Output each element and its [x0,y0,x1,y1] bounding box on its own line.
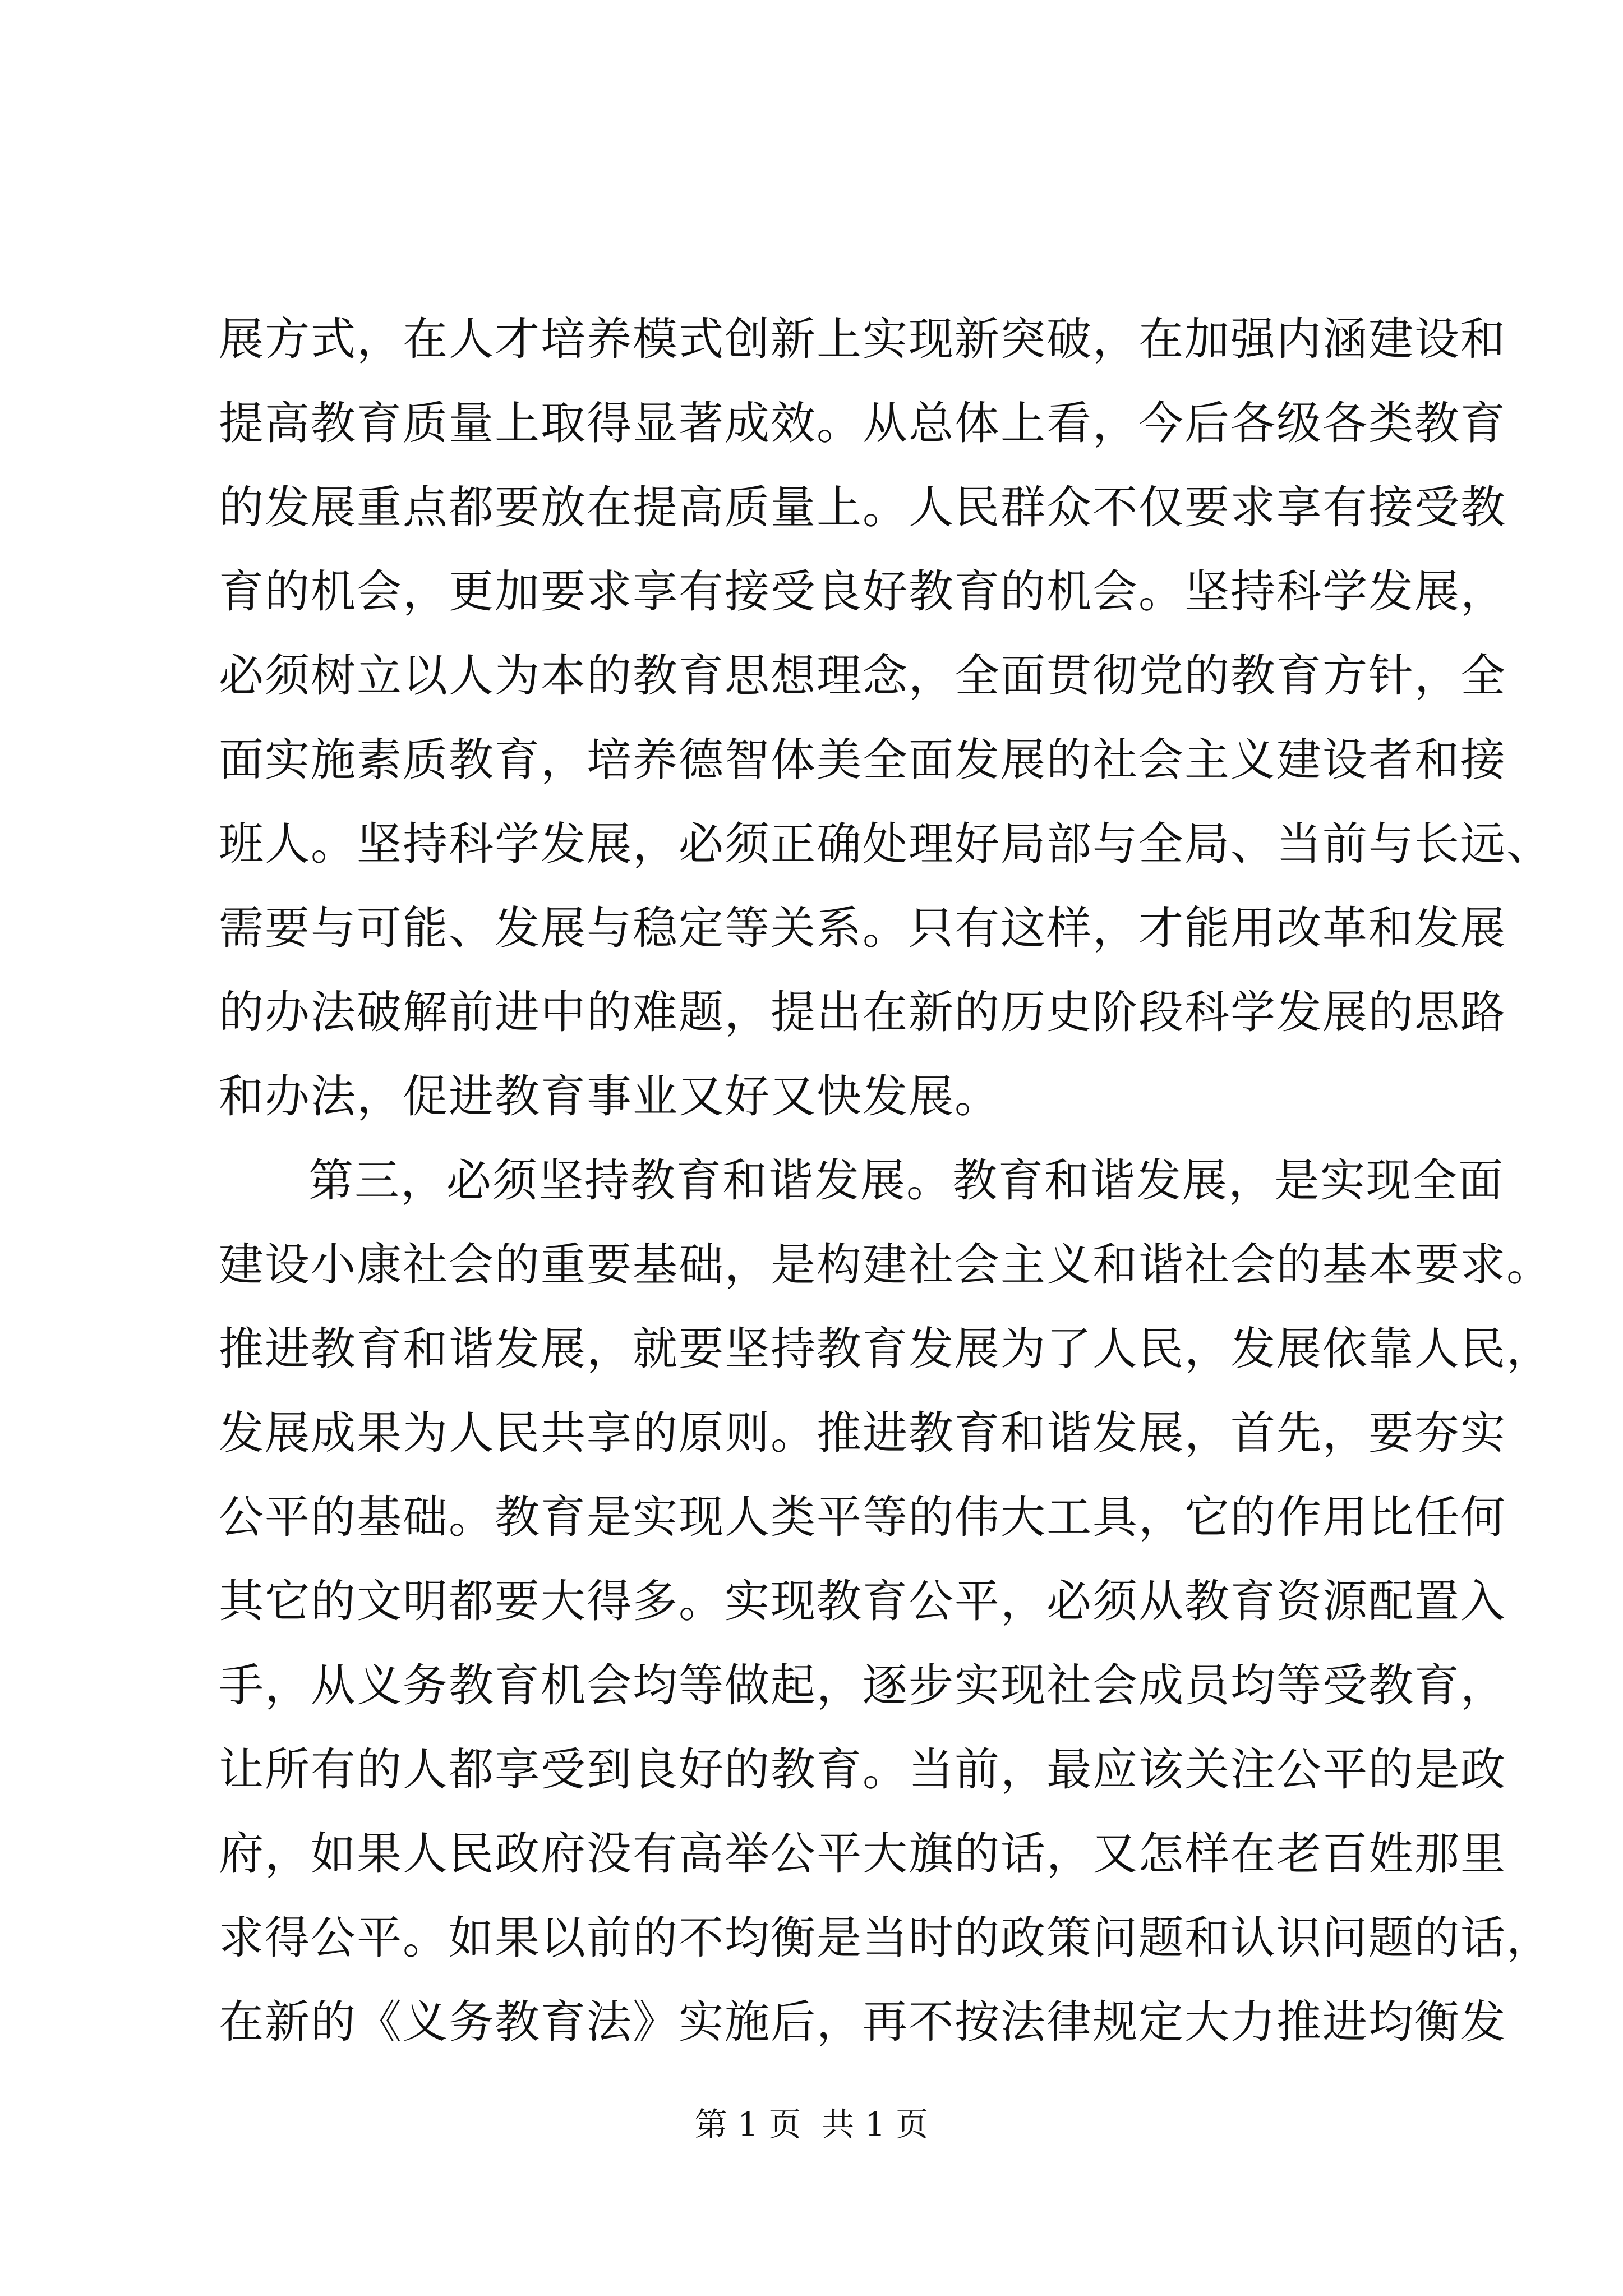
text-line: 提高教育质量上取得显著成效。从总体上看，今后各级各类教育 [219,397,1506,449]
text-line: 其它的文明都要大得多。实现教育公平，必须从教育资源配置入 [219,1575,1506,1627]
text-line: 的发展重点都要放在提高质量上。人民群众不仅要求享有接受教 [219,481,1506,533]
text-line: 发展成果为人民共享的原则。推进教育和谐发展，首先，要夯实 [219,1407,1506,1459]
text-line: 需要与可能、发展与稳定等关系。只有这样，才能用改革和发展 [219,902,1506,954]
page-number-footer: 第 1 页 共 1 页 [694,2105,929,2143]
text-line: 公平的基础。教育是实现人类平等的伟大工具，它的作用比任何 [219,1491,1506,1543]
text-line: 和办法，促进教育事业又好又快发展。 [219,1070,1000,1122]
text-line: 在新的《义务教育法》实施后，再不按法律规定大力推进均衡发 [219,1996,1506,2048]
text-line: 建设小康社会的重要基础，是构建社会主义和谐社会的基本要求。 [219,1239,1552,1291]
text-line: 求得公平。如果以前的不均衡是当时的政策问题和认识问题的话， [219,1912,1552,1964]
text-line: 让所有的人都享受到良好的教育。当前，最应该关注公平的是政 [219,1743,1506,1796]
text-line: 府，如果人民政府没有高举公平大旗的话，又怎样在老百姓那里 [219,1828,1506,1880]
text-line: 班人。坚持科学发展，必须正确处理好局部与全局、当前与长远、 [219,818,1552,870]
body-text [219,297,1552,2064]
text-line: 推进教育和谐发展，就要坚持教育发展为了人民，发展依靠人民， [219,1323,1552,1375]
text-line: 育的机会，更加要求享有接受良好教育的机会。坚持科学发展， [219,565,1506,618]
text-line: 手，从义务教育机会均等做起，逐步实现社会成员均等受教育， [219,1659,1506,1711]
text-line: 的办法破解前进中的难题，提出在新的历史阶段科学发展的思路 [219,986,1506,1038]
text-line: 必须树立以人为本的教育思想理念，全面贯彻党的教育方针，全 [219,650,1506,702]
text-line: 第三，必须坚持教育和谐发展。教育和谐发展，是实现全面 [308,1154,1504,1207]
text-line: 面实施素质教育，培养德智体美全面发展的社会主义建设者和接 [219,734,1506,786]
text-line: 展方式，在人才培养模式创新上实现新突破，在加强内涵建设和 [219,313,1506,365]
